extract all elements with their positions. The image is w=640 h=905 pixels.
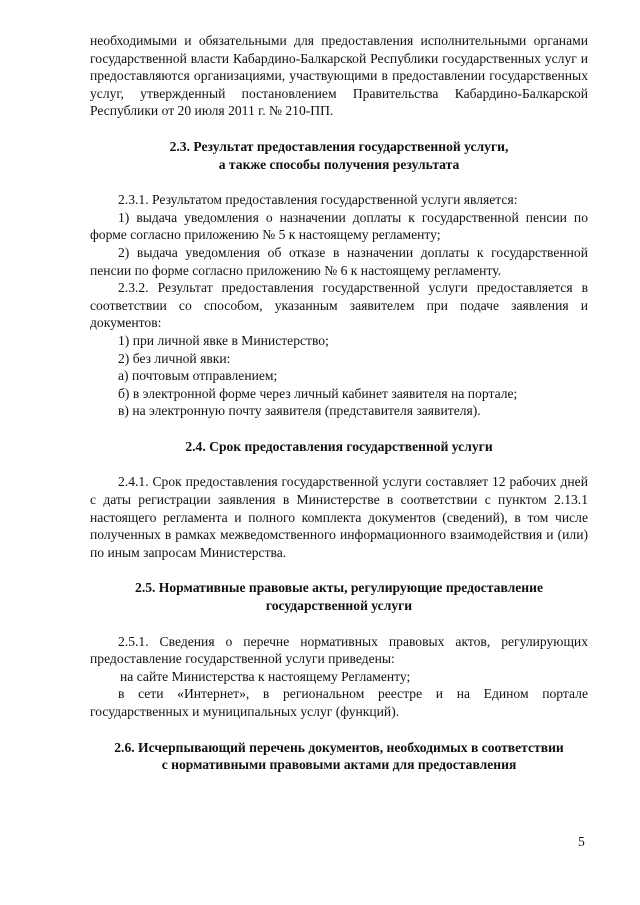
- section-2-4-1-paragraph: 2.4.1. Срок предоставления государственной услуги составляет 12 рабочих дней с даты регистрации заявления в Министерстве в соответствии с пунктом 2.13.1 настоящего регламента и полного комплекта документов (сведений), в том числе полученных в рамках межведомственного информационного взаимодействия и (или) по иным запросам Министерства.: [90, 474, 588, 560]
- section-2-5-heading-line2: государственной услуги: [265, 598, 413, 614]
- section-2-5-heading: [90, 579, 588, 614]
- section-2-3-2-item-2b: б) в электронной форме через личный кабинет заявителя на портале;: [118, 385, 518, 401]
- section-2-4-heading: 2.4. Срок предоставления государственной услуги: [185, 438, 493, 454]
- section-2-5-1-item-2: в сети «Интернет», в региональном реестре и на Едином портале государственных и муниципальных услуг (функций).: [90, 686, 588, 719]
- section-2-3-heading-line2: а также способы получения результата: [218, 156, 460, 172]
- section-2-3-1-paragraph: 2.3.1. Результатом предоставления государственной услуги является:: [118, 192, 518, 208]
- intro-paragraph: необходимыми и обязательными для предоставления исполнительными органами государственной власти Кабардино-Балкарской Республики государственных услуг и предоставляются организациями, участвующими в предоставлении государственных услуг, утвержденный постановлением Правительства Кабардино-Балкарской Республики от 20 июля 2011 г. № 210-ПП.: [90, 33, 588, 119]
- section-2-3-2-item-2a: а) почтовым отправлением;: [118, 368, 278, 384]
- section-2-3-2-item-2: 2) без личной явки:: [118, 350, 231, 366]
- section-2-3-1-item-2: 2) выдача уведомления об отказе в назначении доплаты к государственной пенсии по форме согласно приложению № 6 к настоящему регламенту.: [90, 244, 588, 278]
- document-page: [90, 32, 588, 774]
- section-2-5-1-paragraph: 2.5.1. Сведения о перечне нормативных правовых актов, регулирующих предоставление государственной услуги приведены:: [90, 633, 588, 667]
- section-2-6-heading-line2: с нормативными правовыми актами для предоставления: [161, 757, 517, 773]
- section-2-3-2-paragraph: 2.3.2. Результат предоставления государственной услуги предоставляется в соответствии со способом, указанным заявителем при подаче заявления и документов:: [90, 280, 588, 331]
- section-2-3-1-item-1: 1) выдача уведомления о назначении доплаты к государственной пенсии по форме согласно приложению № 5 к настоящему регламенту;: [90, 209, 588, 243]
- section-2-6-heading-line1: 2.6. Исчерпывающий перечень документов, необходимых в соответствии: [114, 739, 564, 755]
- section-2-3-2-item-1: 1) при личной явке в Министерство;: [118, 332, 329, 348]
- page-number: 5: [578, 834, 585, 849]
- section-2-5-1-item-1: на сайте Министерства к настоящему Регламенту;: [120, 668, 411, 684]
- section-2-5-heading-line1: 2.5. Нормативные правовые акты, регулирующие предоставление: [135, 580, 543, 596]
- section-2-3-heading-line1: 2.3. Результат предоставления государственной услуги,: [169, 138, 509, 154]
- section-2-3-2-item-2c: в) на электронную почту заявителя (представителя заявителя).: [118, 403, 481, 419]
- section-2-3-heading: [90, 138, 588, 173]
- section-2-6-heading: [90, 739, 588, 774]
